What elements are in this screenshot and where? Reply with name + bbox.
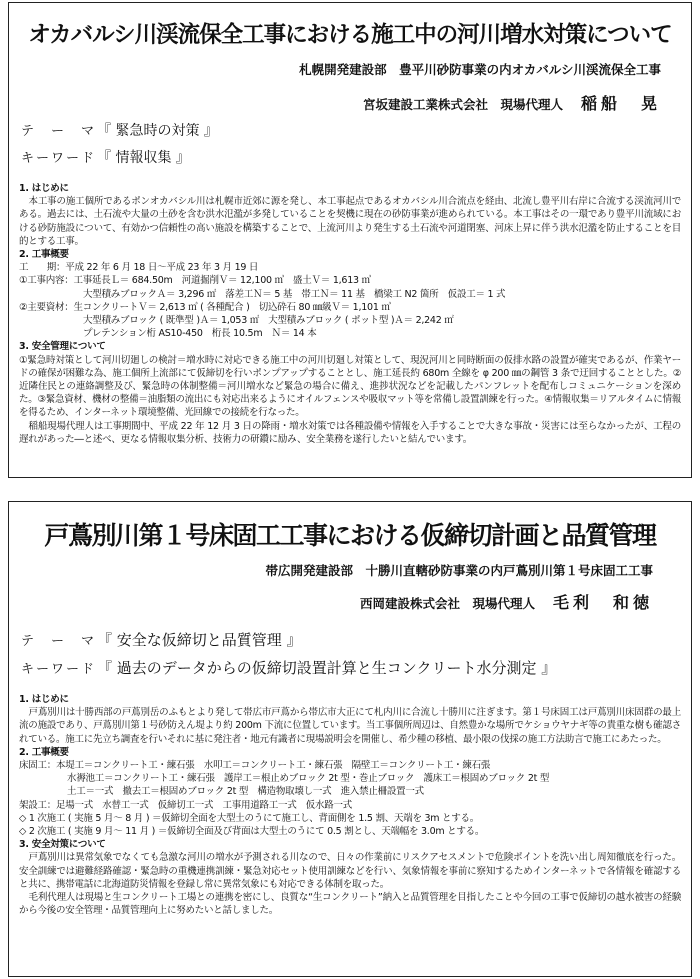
theme-label: テ ー マ xyxy=(21,634,97,649)
section-text: 毛利代理人は現場と生コンクリート工場との連携を密にし、良質な“生コンクリート”納入と品質管理を目指したことや今回の工事で仮締切の越水被害の経験から今後の安全管理・品質管理向上に努めたいと話しました。 xyxy=(19,892,681,917)
theme-label: テ ー マ xyxy=(21,124,97,139)
section-text: 戸蔦別川は十勝西部の戸蔦別岳のふもとより発して帯広市戸蔦から帯広市大正にて札内川に合流し十勝川に注ぎます。第１号床固工は戸蔦別川床固群の最上流の施設であり、戸蔦別川第１号砂防えん堤より約 200m 下流に位置しています。当工事個所周辺は、自然豊かな場所でケショウヤナギ等の貴重な樹も確認されている。施工に先立ち調査を行いそれに基に発注者・地元有識者に現場説明会を開催し、希少種の移植、最小限の伐採の施工方法助言で施工にあたった。 xyxy=(19,707,681,745)
section-heading: 3. 安全対策について xyxy=(19,839,106,851)
spec-line: 土工＝一式 撤去工＝根固めブロック 2t 型 構造物取壊し一式 進入禁止柵設置一式 xyxy=(67,786,424,798)
article-totsutabetsu xyxy=(8,501,692,977)
article-body xyxy=(9,693,691,917)
keyword-value: 『 情報収集 』 xyxy=(97,150,190,166)
article-okabarushi xyxy=(8,2,692,478)
spec-line: ◇ 1 次施工 ( 実施 5 月～ 8 月 ) ＝仮締切全面を大型土のうにて施工し、背面側を 1.5 割、天端を 3m とする。 xyxy=(19,812,480,824)
section-text: 戸蔦別川は異常気象でなくても急激な河川の増水が予測される川なので、日々の作業前にリスクアセスメントで危険ポイントを洗い出し周知徹底を行った。安全訓練では避難経路確認・緊急時の重機連携訓練・緊急対応セット使用訓練などを行い、気象情報を事前に察知するためインターネットで各情報を確認すると共に、携帯電話に北海道防災情報を登録し常に異常気象にも対応できる体制を取った。 xyxy=(19,852,681,890)
keyword-label: キーワード xyxy=(21,662,97,677)
section-text: ①緊急時対策として河川切廻しの検討＝増水時に対応できる施工中の河川切廻し対策として、現況河川と同時断面の仮排水路の設置が確実であるが、作業ヤードの確保が困難な為、施工個所上流部にて仮締切を行いポンプアップすることとし、施工延長約 680m 全線を φ 200 ㎜の鋼管 3 条で迂回することとした。②近隣住民との連絡調整及び、緊急時の体制整備＝河川増水など緊急の場合に備え、進捗状況などを記載したパンフレットを配布しコミュニケーションを深めた。③緊急資材、機材の整備＝油脂類の流出にも対応出来るようにオイルフェンスや吸収マット等を常備し設置訓練を行った。④情報収集＝リアルタイムに情報を得るため、インターネット環境整備、光回線での接続を行なった。 xyxy=(19,354,681,419)
person-name: 毛利 和徳 xyxy=(552,593,653,612)
keyword-label: キーワード xyxy=(21,151,97,166)
spec-line: ①工事内容：工事延長Ｌ＝ 684.50m 河道掘削Ｖ＝ 12,100 ㎥ 盛土Ｖ＝ 1,613 ㎥ xyxy=(19,275,371,287)
spec-line: 水褥池工＝コンクリート工・練石張 護岸工＝根止めブロック 2t 型・巻止ブロック 護床工＝根固めブロック 2t 型 xyxy=(67,773,550,785)
article-body xyxy=(9,182,691,446)
section-text: 稲船現場代理人は工事期間中、平成 22 年 12 月 3 日の降雨・増水対策では各種設備や情報を入手することで大きな事故・災害には至らなかったが、工程の遅れがあった―と述べ、更なる情報収集分析、技術力の研鑽に励み、安全業務を遂行したいと結んでいます。 xyxy=(19,420,681,445)
theme-line xyxy=(9,627,691,655)
keyword-line xyxy=(9,655,691,683)
spec-line: プレテンション桁 AS10-450 桁長 10.5m Ｎ＝ 14 本 xyxy=(83,328,317,340)
article-title: オカバルシ川渓流保全工事における施工中の河川増水対策について xyxy=(28,22,672,48)
org-line-office: 帯広開発建設部 十勝川直轄砂防事業の内戸蔦別川第１号床固工工事 xyxy=(265,563,653,578)
company-label: 西岡建設株式会社 現場代理人 xyxy=(359,596,535,611)
spec-line: 架設工：足場一式 水替工一式 仮締切工一式 工事用道路工一式 仮水路一式 xyxy=(19,799,353,811)
section-heading: 1. はじめに xyxy=(19,183,69,194)
keyword-line xyxy=(9,145,691,172)
company-label: 宮坂建設工業株式会社 現場代理人 xyxy=(362,97,563,112)
org-line-company xyxy=(9,91,691,118)
org-line-office: 札幌開発建設部 豊平川砂防事業の内オカバルシ川渓流保全工事 xyxy=(299,62,661,77)
spec-line: ②主要資材：生コンクリートＶ＝ 2,613 ㎥ ( 各種配合 ) 切込砕石 80 ㎜級Ｖ＝ 1,101 ㎥ xyxy=(19,301,391,313)
theme-value: 『 緊急時の対策 』 xyxy=(97,123,218,139)
spec-line: 大型積みブロック ( 既準型 )Ａ＝ 1,053 ㎡ 大型積みブロック ( ポット型 )Ａ＝ 2,242 ㎡ xyxy=(83,315,454,327)
theme-line xyxy=(9,118,691,145)
article-title: 戸蔦別川第１号床固工工事における仮締切計画と品質管理 xyxy=(44,521,656,550)
org-line-company xyxy=(9,590,691,617)
spec-line: 大型積みブロックＡ＝ 3,296 ㎡ 落差工Ｎ＝ 5 基 帯工Ｎ＝ 11 基 橋梁工 N2 箇所 仮設工＝ 1 式 xyxy=(83,288,506,300)
section-text: 本工事の施工個所であるポンオカバシル川は札幌市近郊に源を発し、本工事起点であるオカバシル川合流点を経由、北流し豊平川右岸に合流する渓流河川である。過去には、土石流や大量の土砂を含む洪水氾濫が多発していることを契機に現在の砂防事業が進められている。本工事はその一環であり豊平川流域における砂防施設について、有効かつ信頼性の高い施設を構築することで、上流河川より発生する土石流や河道閉塞、河床上昇に伴う洪水氾濫を防止することを目的とする工事。 xyxy=(19,196,681,247)
section-heading: 3. 安全管理について xyxy=(19,341,106,353)
spec-line: 工 期：平成 22 年 6 月 18 日～平成 23 年 3 月 19 日 xyxy=(19,262,259,274)
section-heading: 2. 工事概要 xyxy=(19,249,69,261)
spec-line: ◇ 2 次施工 ( 実施 9 月～ 11 月 ) ＝仮締切全面及び背面は大型土のうにて 0.5 割とし、天端幅を 3.0m とする。 xyxy=(19,826,485,838)
theme-value: 『 安全な仮締切と品質管理 』 xyxy=(97,631,302,649)
spec-line: 床固工：本堤工＝コンクリート工・練石張 水叩工＝コンクリート工・練石張 隔壁工＝コンクリート工・練石張 xyxy=(19,760,491,772)
keyword-value: 『 過去のデータからの仮締切設置計算と生コンクリート水分測定 』 xyxy=(97,659,557,677)
section-heading: 2. 工事概要 xyxy=(19,746,69,758)
person-name: 稲船 晃 xyxy=(580,94,661,113)
section-heading: 1. はじめに xyxy=(19,694,69,705)
